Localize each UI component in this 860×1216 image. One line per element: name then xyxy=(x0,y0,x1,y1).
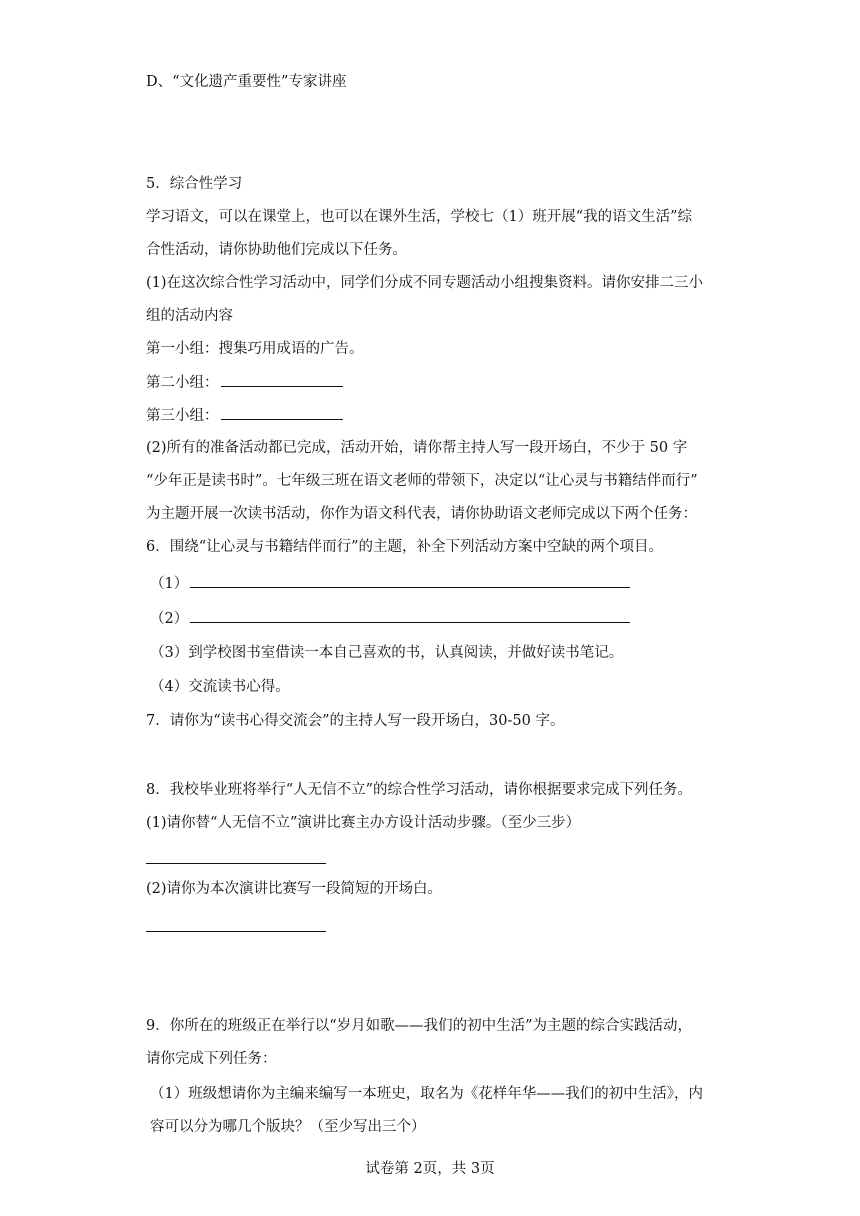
q5-group-1: 第一小组：搜集巧用成语的广告。 xyxy=(146,341,364,357)
q6-item-4: （4）交流读书心得。 xyxy=(150,679,290,695)
q8-part2: (2)请你为本次演讲比赛写一段简短的开场白。 xyxy=(146,881,443,897)
q6-item-1-answer-blank[interactable] xyxy=(190,573,630,588)
q6-item-2-answer-blank[interactable] xyxy=(190,608,630,623)
option-d: D、“文化遗产重要性”专家讲座 xyxy=(146,74,347,90)
question-5-title: 5．综合性学习 xyxy=(146,176,243,192)
q5-part1-line-2: 组的活动内容 xyxy=(146,308,233,324)
q9-part1-line-1: （1）班级想请你为主编来编写一本班史，取名为《花样年华——我们的初中生活》，内 xyxy=(150,1086,703,1102)
question-9-line-1: 9．你所在的班级正在举行以“岁月如歌——我们的初中生活”为主题的综合实践活动， xyxy=(146,1018,693,1034)
q9-part1-line-2: 容可以分为哪几个版块？（至少写出三个） xyxy=(150,1119,426,1135)
q8-part1-answer-line[interactable] xyxy=(146,863,326,864)
q5-group-2-answer-blank[interactable] xyxy=(221,372,343,387)
reading-intro-line-1: “少年正是读书时”。七年级三班在语文老师的带领下，决定以“让心灵与书籍结伴而行” xyxy=(146,473,698,489)
q6-item-2 xyxy=(150,608,630,628)
q5-intro-line-2: 合性活动，请你协助他们完成以下任务。 xyxy=(146,242,407,258)
q5-part1-line-1: (1)在这次综合性学习活动中，同学们分成不同专题活动小组搜集资料。请你安排二三小 xyxy=(146,275,704,291)
question-7: 7．请你为“读书心得交流会”的主持人写一段开场白，30-50 字。 xyxy=(146,713,565,729)
question-6: 6．围绕“让心灵与书籍结伴而行”的主题，补全下列活动方案中空缺的两个项目。 xyxy=(146,539,664,555)
q5-part2: (2)所有的准备活动都已完成，活动开始，请你帮主持人写一段开场白，不少于 50 字 xyxy=(146,440,688,456)
q5-group-2 xyxy=(146,372,343,392)
q5-group-3-label: 第三小组： xyxy=(146,408,219,424)
q8-part1: (1)请你替“人无信不立”演讲比赛主办方设计活动步骤。（至少三步） xyxy=(146,815,581,831)
q5-group-3 xyxy=(146,405,343,425)
q5-group-3-answer-blank[interactable] xyxy=(221,405,343,420)
q6-item-3: （3）到学校图书室借读一本自己喜欢的书，认真阅读，并做好读书笔记。 xyxy=(150,645,624,661)
q5-group-2-label: 第二小组： xyxy=(146,375,219,391)
page-footer: 试卷第 2页，共 3页 xyxy=(365,1161,495,1177)
question-8: 8．我校毕业班将举行“人无信不立”的综合性学习活动，请你根据要求完成下列任务。 xyxy=(146,782,693,798)
q5-intro-line-1: 学习语文，可以在课堂上，也可以在课外生活，学校七（1）班开展“我的语文生活”综 xyxy=(146,209,693,225)
reading-intro-line-2: 为主题开展一次读书活动，你作为语文科代表，请你协助语文老师完成以下两个任务： xyxy=(146,506,697,522)
q6-item-1 xyxy=(150,573,630,593)
q6-item-2-label: （2） xyxy=(150,611,189,627)
q6-item-1-label: （1） xyxy=(150,576,189,592)
q8-part2-answer-line[interactable] xyxy=(146,931,326,932)
question-9-line-2: 请你完成下列任务： xyxy=(146,1051,277,1067)
